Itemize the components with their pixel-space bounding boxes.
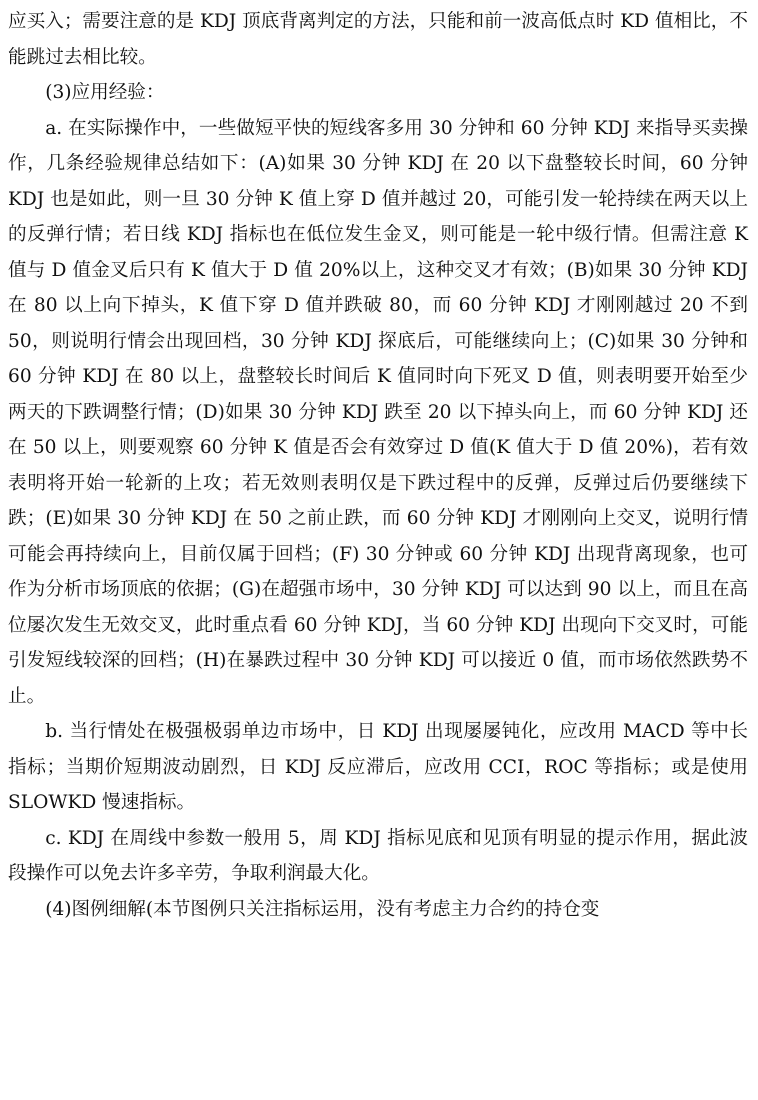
- paragraph-item-a: a. 在实际操作中，一些做短平快的短线客多用 30 分钟和 60 分钟 KDJ 来指导买卖操作，几条经验规律总结如下：(A)如果 30 分钟 KDJ 在 20 以下盘整较长时间，60 分钟 KDJ 也是如此，则一旦 30 分钟 K 值上穿 D 值并越过 20，可能引发一轮持续在两天以上的反弹行情；若日线 KDJ 指标也在低位发生金叉，则可能是一轮中级行情。但需注意 K 值与 D 值金叉后只有 K 值大于 D 值 20%以上，这种交叉才有效；(B)如果 30 分钟 KDJ 在 80 以上向下掉头，K 值下穿 D 值并跌破 80，而 60 分钟 KDJ 才刚刚越过 20 不到 50，则说明行情会出现回档，30 分钟 KDJ 探底后，可能继续向上；(C)如果 30 分钟和 60 分钟 KDJ 在 80 以上，盘整较长时间后 K 值同时向下死叉 D 值，则表明要开始至少两天的下跌调整行情；(D)如果 30 分钟 KDJ 跌至 20 以下掉头向上，而 60 分钟 KDJ 还在 50 以上，则要观察 60 分钟 K 值是否会有效穿过 D 值(K 值大于 D 值 20%)，若有效表明将开始一轮新的上攻；若无效则表明仅是下跌过程中的反弹，反弹过后仍要继续下跌；(E)如果 30 分钟 KDJ 在 50 之前止跌，而 60 分钟 KDJ 才刚刚向上交叉，说明行情可能会再持续向上，目前仅属于回档；(F) 30 分钟或 60 分钟 KDJ 出现背离现象，也可作为分析市场顶底的依据；(G)在超强市场中，30 分钟 KDJ 可以达到 90 以上，而且在高位屡次发生无效交叉，此时重点看 60 分钟 KDJ，当 60 分钟 KDJ 出现向下交叉时，可能引发短线较深的回档；(H)在暴跌过程中 30 分钟 KDJ 可以接近 0 值，而市场依然跌势不止。: [8, 117, 748, 707]
- paragraph-buy-note: 应买入；需要注意的是 KDJ 顶底背离判定的方法，只能和前一波高低点时 KD 值相比，不能跳过去相比较。: [8, 11, 748, 68]
- paragraph-item-c: c. KDJ 在周线中参数一般用 5，周 KDJ 指标见底和见顶有明显的提示作用，据此波段操作可以免去许多辛劳，争取利润最大化。: [8, 827, 748, 884]
- heading-application-experience: (3)应用经验：: [45, 82, 165, 103]
- paragraph-item-b: b. 当行情处在极强极弱单边市场中，日 KDJ 出现屡屡钝化，应改用 MACD 等中长指标；当期价短期波动剧烈，日 KDJ 反应滞后，应改用 CCI，ROC 等指标；或是使用 SLOWKD 慢速指标。: [8, 721, 748, 813]
- heading-chart-examples: (4)图例细解(本节图例只关注指标运用，没有考虑主力合约的持仓变: [45, 898, 600, 920]
